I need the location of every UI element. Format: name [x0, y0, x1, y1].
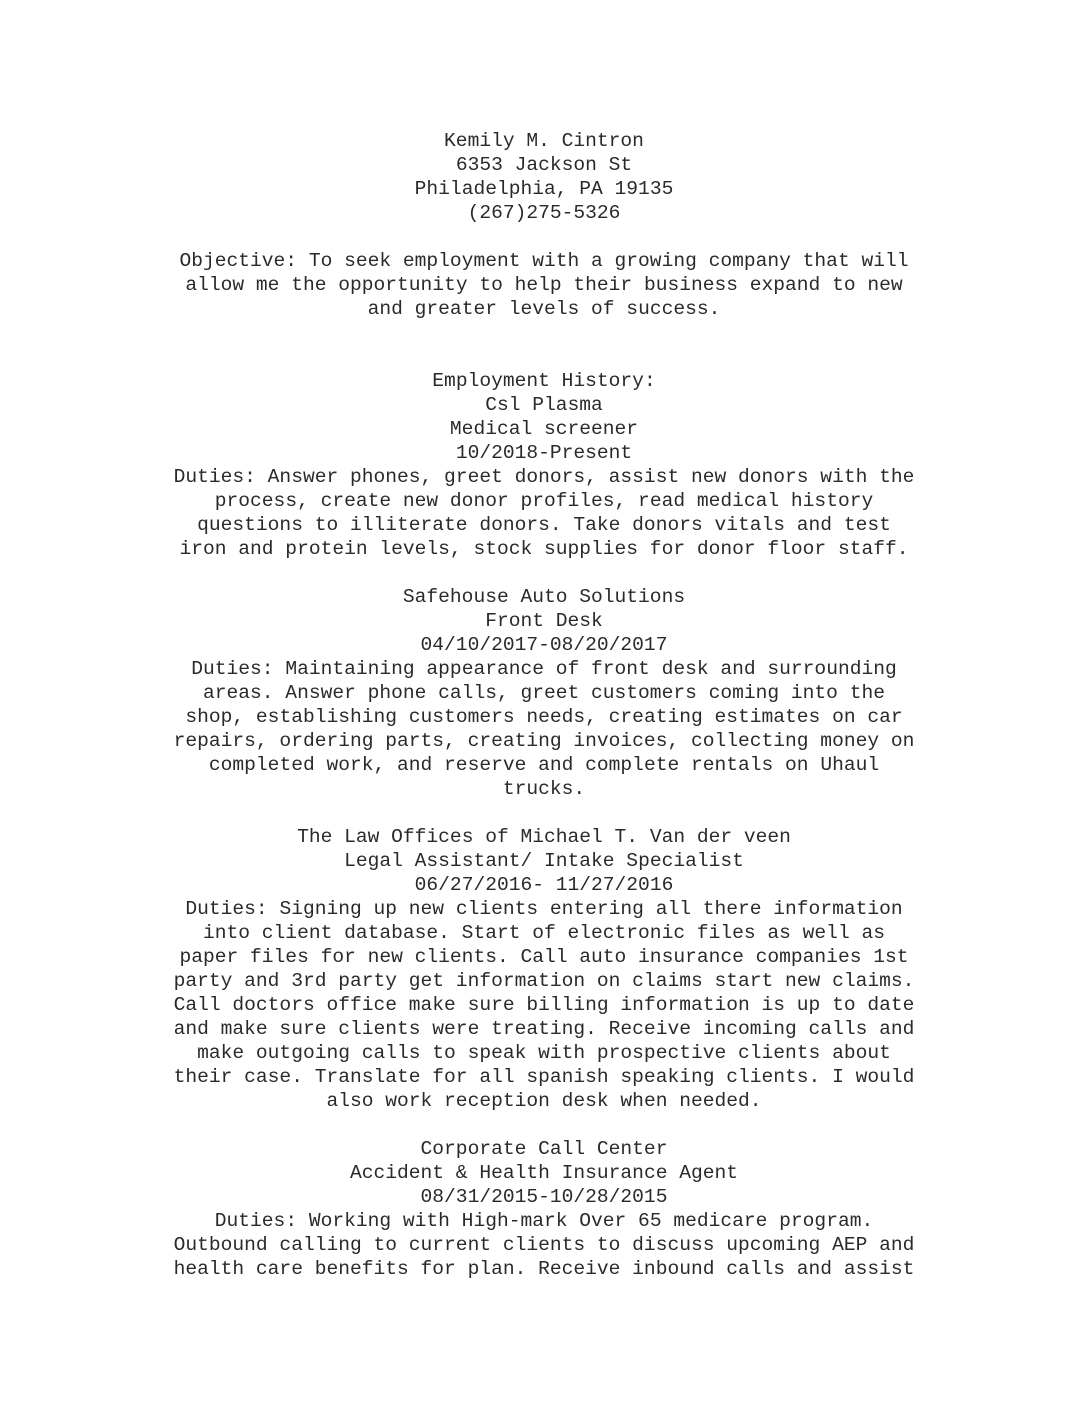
job-duties-line: Outbound calling to current clients to discuss upcoming AEP and — [173, 1234, 915, 1256]
job-title: Legal Assistant/ Intake Specialist — [344, 850, 744, 872]
street-address: 6353 Jackson St — [455, 154, 633, 176]
job-dates: 10/2018-Present — [455, 442, 633, 464]
job-company: Csl Plasma — [485, 394, 603, 416]
applicant-name: Kemily M. Cintron — [444, 130, 644, 152]
objective-line: Objective: To seek employment with a growing company that will — [179, 250, 909, 272]
job-company: The Law Offices of Michael T. Van der veen — [297, 826, 791, 848]
job-duties-line: Call doctors office make sure billing information is up to date — [173, 994, 915, 1016]
objective-line: and greater levels of success. — [367, 298, 721, 320]
job-duties-line: health care benefits for plan. Receive inbound calls and assist — [173, 1258, 915, 1280]
resume-content — [160, 129, 928, 1281]
job-duties-line: iron and protein levels, stock supplies for donor floor staff. — [179, 538, 909, 560]
job-duties-line: into client database. Start of electronic files as well as — [203, 922, 885, 944]
job-entry — [160, 825, 928, 1113]
city-state-zip: Philadelphia, PA 19135 — [414, 178, 674, 200]
job-duties-line: areas. Answer phone calls, greet customers coming into the — [203, 682, 885, 704]
job-duties-line: questions to illiterate donors. Take donors vitals and test — [197, 514, 891, 536]
job-dates: 04/10/2017-08/20/2017 — [420, 634, 668, 656]
job-duties-line: make outgoing calls to speak with prospective clients about — [197, 1042, 891, 1064]
job-dates: 08/31/2015-10/28/2015 — [420, 1186, 668, 1208]
job-title: Front Desk — [485, 610, 603, 632]
job-duties-line: repairs, ordering parts, creating invoices, collecting money on — [173, 730, 915, 752]
job-dates: 06/27/2016- 11/27/2016 — [414, 874, 674, 896]
job-entry — [160, 585, 928, 801]
job-duties-line: Duties: Answer phones, greet donors, assist new donors with the — [173, 466, 915, 488]
job-duties-line: paper files for new clients. Call auto insurance companies 1st — [179, 946, 909, 968]
objective-section — [160, 249, 928, 321]
job-duties-line: trucks. — [502, 778, 586, 800]
job-entry — [160, 393, 928, 561]
job-duties-line: completed work, and reserve and complete rentals on Uhaul — [208, 754, 880, 776]
job-duties-line: Duties: Signing up new clients entering all there information — [185, 898, 903, 920]
job-duties-line: shop, establishing customers needs, creating estimates on car — [185, 706, 903, 728]
job-duties-line: also work reception desk when needed. — [326, 1090, 762, 1112]
job-title: Accident & Health Insurance Agent — [349, 1162, 739, 1184]
phone-number: (267)275-5326 — [467, 202, 621, 224]
job-duties-line: party and 3rd party get information on claims start new claims. — [173, 970, 915, 992]
job-company: Safehouse Auto Solutions — [402, 586, 686, 608]
job-duties-line: Duties: Working with High-mark Over 65 medicare program. — [214, 1210, 874, 1232]
job-duties-line: Duties: Maintaining appearance of front desk and surrounding — [191, 658, 897, 680]
job-duties-line: and make sure clients were treating. Receive incoming calls and — [173, 1018, 915, 1040]
job-duties-line: their case. Translate for all spanish speaking clients. I would — [173, 1066, 915, 1088]
objective-line: allow me the opportunity to help their business expand to new — [185, 274, 903, 296]
job-company: Corporate Call Center — [420, 1138, 668, 1160]
job-duties-line: process, create new donor profiles, read medical history — [214, 490, 874, 512]
job-entry — [160, 1137, 928, 1281]
employment-history-heading: Employment History: — [432, 370, 656, 392]
job-title: Medical screener — [449, 418, 639, 440]
